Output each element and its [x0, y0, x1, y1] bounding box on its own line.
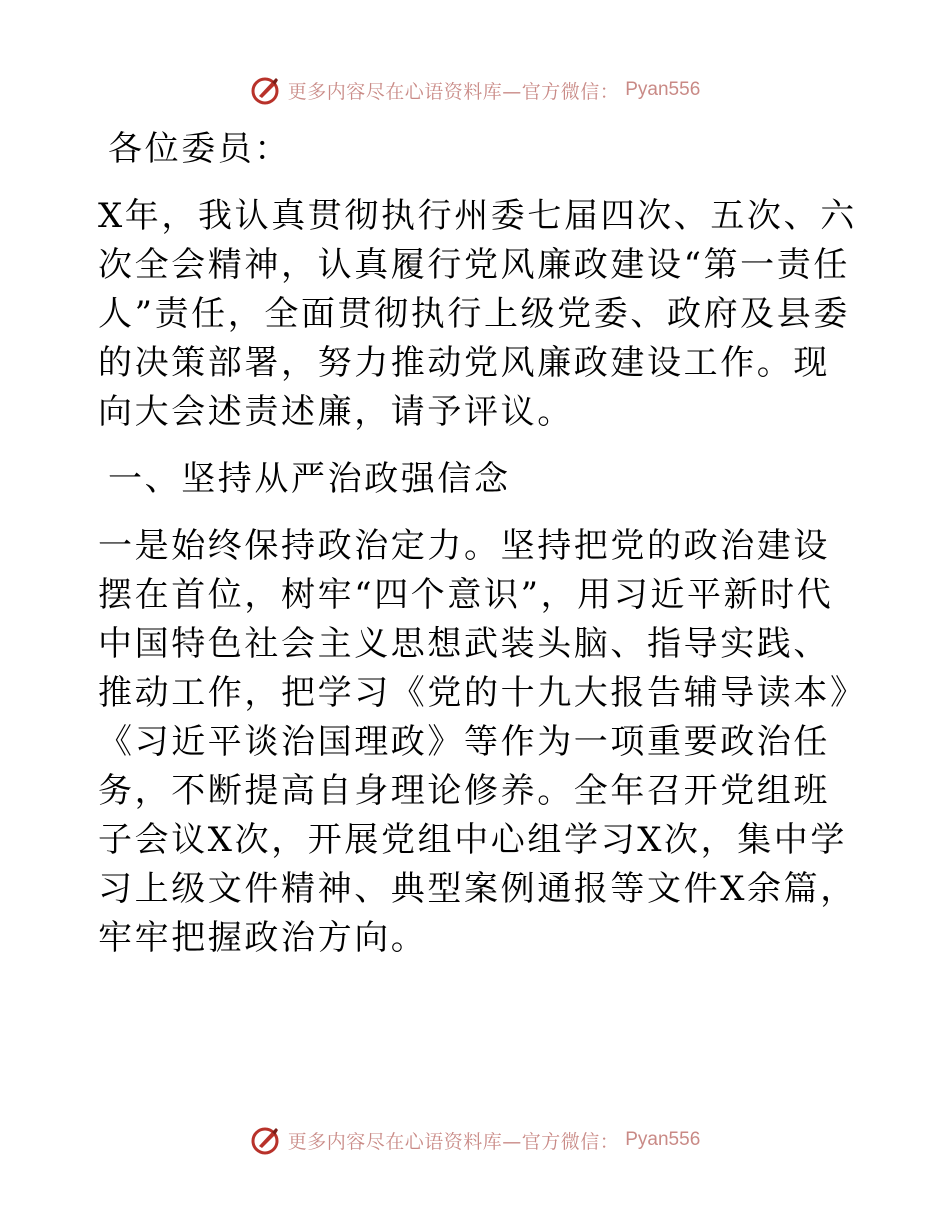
section-heading: 一、坚持从严治政强信念: [108, 459, 511, 499]
section-paragraph: 一是始终保持政治定力。坚持把党的政治建设摆在首位，树牢“四个意识”，用习近平新时代中国特色社会主义思想武装头脑、指导实践、推动工作，把学习《党的十九大报告辅导读本》《习近平谈治国理政》等作为一项重要政治任务，不断提高自身理论修养。全年召开党组班子会议X次，开展党组中心组学习X次，集中学习上级文件精神、典型案例通报等文件X余篇，牢牢把握政治方向。: [98, 526, 857, 958]
watermark-wechat-id: Pyan556: [625, 1129, 701, 1150]
intro-paragraph: X年，我认真贯彻执行州委七届四次、五次、六次全会精神，认真履行党风廉政建设“第一责任人”责任，全面贯彻执行上级党委、政府及县委的决策部署，努力推动党风廉政建设工作。现向大会述责述廉，请予评议。: [98, 196, 857, 432]
ink-pen-logo-icon: [250, 1124, 282, 1156]
document-body: [98, 125, 858, 981]
watermark-wechat-id: Pyan556: [625, 79, 701, 100]
ink-pen-logo-icon: [250, 74, 282, 106]
watermark-text: 更多内容尽在心语资料库—官方微信：: [287, 80, 620, 103]
watermark-text: 更多内容尽在心语资料库—官方微信：: [287, 1130, 620, 1153]
footer-watermark: [0, 1120, 950, 1160]
header-watermark: [0, 70, 950, 110]
salutation: 各位委员：: [108, 129, 291, 169]
